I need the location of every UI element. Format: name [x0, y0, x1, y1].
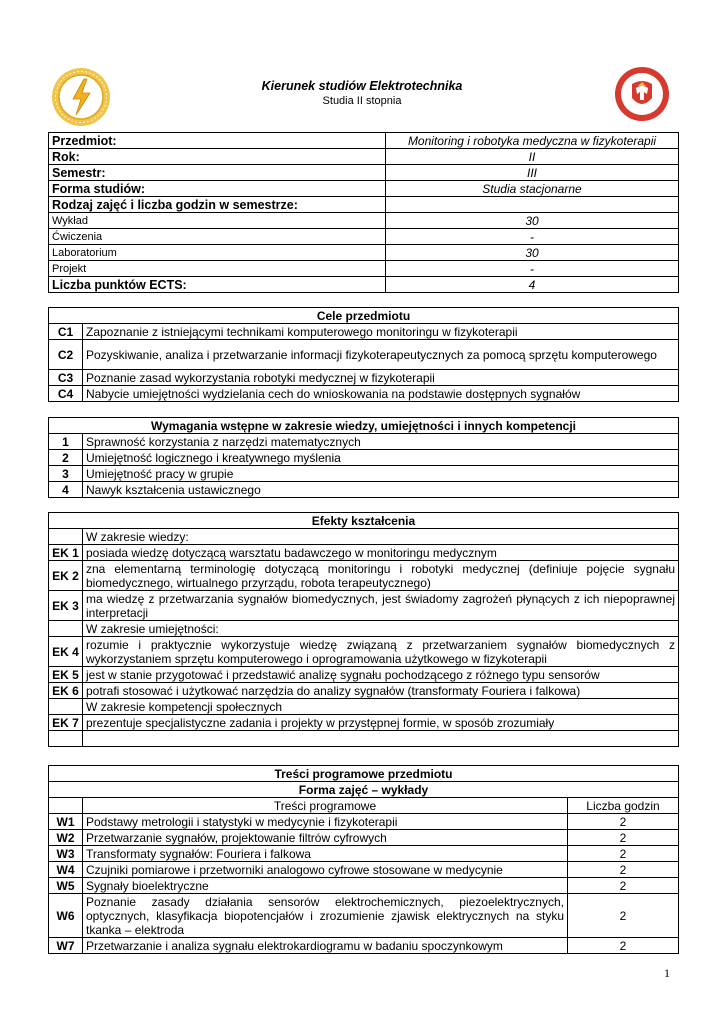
lecture-topic: Przetwarzanie i analiza sygnału elektrokardiogramu w badaniu spoczynkowym [83, 938, 568, 954]
hours-column-header: Liczba godzin [568, 798, 679, 814]
lecture-topic: Transformaty sygnałów: Fouriera i falkowa [83, 846, 568, 862]
empty-code-cell [49, 699, 83, 715]
laboratory-label: Laboratorium [49, 245, 386, 261]
year-label: Rok: [49, 149, 386, 165]
program-content-title: Treści programowe przedmiotu [49, 766, 679, 782]
lecture-hours-count: 2 [568, 830, 679, 846]
lecture-hours-count: 2 [568, 862, 679, 878]
outcome-text: zna elementarną terminologię dotyczącą monitoringu i robotyki medycznej (definiuje pojęcie sygnału biomedycznego, wirtualnego przyrządu, robota terapeutycznego) [83, 561, 679, 591]
prerequisite-number: 3 [49, 466, 83, 482]
class-types-label: Rodzaj zajęć i liczba godzin w semestrze: [49, 197, 386, 213]
prerequisite-number: 1 [49, 434, 83, 450]
lecture-code: W6 [49, 894, 83, 938]
objective-code: C3 [49, 370, 83, 386]
study-form-label: Forma studiów: [49, 181, 386, 197]
objective-code: C1 [49, 324, 83, 340]
objective-text: Pozyskiwanie, analiza i przetwarzanie informacji fizykoterapeutycznych za pomocą sprzętu komputerowego [83, 340, 679, 370]
document-header [0, 0, 724, 130]
content-column-header: Treści programowe [83, 798, 568, 814]
lecture-code: W2 [49, 830, 83, 846]
lecture-hours-count: 2 [568, 846, 679, 862]
outcome-code: EK 5 [49, 667, 83, 683]
project-hours: - [386, 261, 679, 277]
prerequisite-text: Umiejętność logicznego i kreatywnego myślenia [83, 450, 679, 466]
lecture-hours: 30 [386, 213, 679, 229]
prerequisite-number: 2 [49, 450, 83, 466]
prerequisite-text: Nawyk kształcenia ustawicznego [83, 482, 679, 498]
subject-value: Monitoring i robotyka medyczna w fizykoterapii [386, 133, 679, 149]
course-info-table [48, 132, 679, 293]
year-value: II [386, 149, 679, 165]
prerequisite-text: Umiejętność pracy w grupie [83, 466, 679, 482]
lecture-code: W3 [49, 846, 83, 862]
objectives-title: Cele przedmiotu [49, 308, 679, 324]
lecture-topic: Czujniki pomiarowe i przetworniki analogowo cyfrowe stosowane w medycynie [83, 862, 568, 878]
study-level-subtitle: Studia II stopnia [322, 95, 402, 107]
prerequisite-text: Sprawność korzystania z narzędzi matematycznych [83, 434, 679, 450]
field-of-study-title: Kierunek studiów Elektrotechnika [261, 79, 463, 93]
empty-code-cell [49, 621, 83, 637]
outcomes-section-skills: W zakresie umiejętności: [83, 621, 679, 637]
outcome-text: posiada wiedzę dotyczącą warsztatu badawczego w monitoringu medycznym [83, 545, 679, 561]
subject-label: Przedmiot: [49, 133, 386, 149]
lecture-label: Wykład [49, 213, 386, 229]
eagle-crest-icon [614, 66, 670, 122]
prerequisites-table [48, 417, 679, 498]
outcomes-title: Efekty kształcenia [49, 513, 679, 529]
course-objectives-table [48, 307, 679, 402]
lecture-topic: Przetwarzanie sygnałów, projektowanie filtrów cyfrowych [83, 830, 568, 846]
ects-label: Liczba punktów ECTS: [49, 277, 386, 293]
outcome-text: prezentuje specjalistyczne zadania i projekty w przystępnej formie, w sposób zrozumiały [83, 715, 679, 731]
ects-value: 4 [386, 277, 679, 293]
lecture-code: W7 [49, 938, 83, 954]
lecture-hours-count: 2 [568, 894, 679, 938]
outcome-code: EK 6 [49, 683, 83, 699]
outcome-text: potrafi stosować i użytkować narzędzia do analizy sygnałów (transformaty Fouriera i falkowa) [83, 683, 679, 699]
outcome-code: EK 2 [49, 561, 83, 591]
empty-code-cell [49, 731, 83, 747]
outcome-code: EK 4 [49, 637, 83, 667]
project-label: Projekt [49, 261, 386, 277]
empty-outcome-cell [83, 731, 679, 747]
objective-text: Nabycie umiejętności wydzielania cech do wnioskowania na podstawie dostępnych sygnałów [83, 386, 679, 402]
lecture-topic: Podstawy metrologii i statystyki w medycynie i fizykoterapii [83, 814, 568, 830]
class-form-lectures: Forma zajęć – wykłady [49, 782, 679, 798]
semester-value: III [386, 165, 679, 181]
objective-text: Poznanie zasad wykorzystania robotyki medycznej w fizykoterapii [83, 370, 679, 386]
page-number: 1 [664, 966, 670, 980]
outcome-code: EK 1 [49, 545, 83, 561]
outcome-text: jest w stanie przygotować i przedstawić analizę sygnału pochodzącego z różnego typu sensorów [83, 667, 679, 683]
exercises-hours: - [386, 229, 679, 245]
semester-label: Semestr: [49, 165, 386, 181]
prerequisite-number: 4 [49, 482, 83, 498]
lecture-topic: Poznanie zasady działania sensorów elektrochemicznych, piezoelektrycznych, optycznych, klasyfikacja biopotencjałów i zrozumienie zjawisk elektrycznych na styku tkanka – elektroda [83, 894, 568, 938]
prerequisites-title: Wymagania wstępne w zakresie wiedzy, umiejętności i innych kompetencji [49, 418, 679, 434]
outcome-code: EK 3 [49, 591, 83, 621]
exercises-label: Ćwiczenia [49, 229, 386, 245]
objective-code: C4 [49, 386, 83, 402]
laboratory-hours: 30 [386, 245, 679, 261]
outcome-text: rozumie i praktycznie wykorzystuje wiedzę związaną z przetwarzaniem sygnałów biomedycznych z wykorzystaniem sprzętu komputerowego i oprogramowania użytkowego w fizykoterapii [83, 637, 679, 667]
objective-code: C2 [49, 340, 83, 370]
outcome-text: ma wiedzę z przetwarzania sygnałów biomedycznych, jest świadomy zagrożeń płynących z ich niepoprawnej interpretacji [83, 591, 679, 621]
outcome-code: EK 7 [49, 715, 83, 731]
outcomes-section-knowledge: W zakresie wiedzy: [83, 529, 679, 545]
lecture-code: W1 [49, 814, 83, 830]
lecture-topic: Sygnały bioelektryczne [83, 878, 568, 894]
lecture-hours-count: 2 [568, 938, 679, 954]
empty-code-cell [49, 798, 83, 814]
outcomes-section-social: W zakresie kompetencji społecznych [83, 699, 679, 715]
study-form-value: Studia stacjonarne [386, 181, 679, 197]
lecture-hours-count: 2 [568, 878, 679, 894]
lecture-code: W5 [49, 878, 83, 894]
lecture-code: W4 [49, 862, 83, 878]
class-types-value [386, 197, 679, 213]
objective-text: Zapoznanie z istniejącymi technikami komputerowego monitoringu w fizykoterapii [83, 324, 679, 340]
program-content-table [48, 765, 679, 954]
lecture-hours-count: 2 [568, 814, 679, 830]
learning-outcomes-table [48, 512, 679, 747]
empty-code-cell [49, 529, 83, 545]
